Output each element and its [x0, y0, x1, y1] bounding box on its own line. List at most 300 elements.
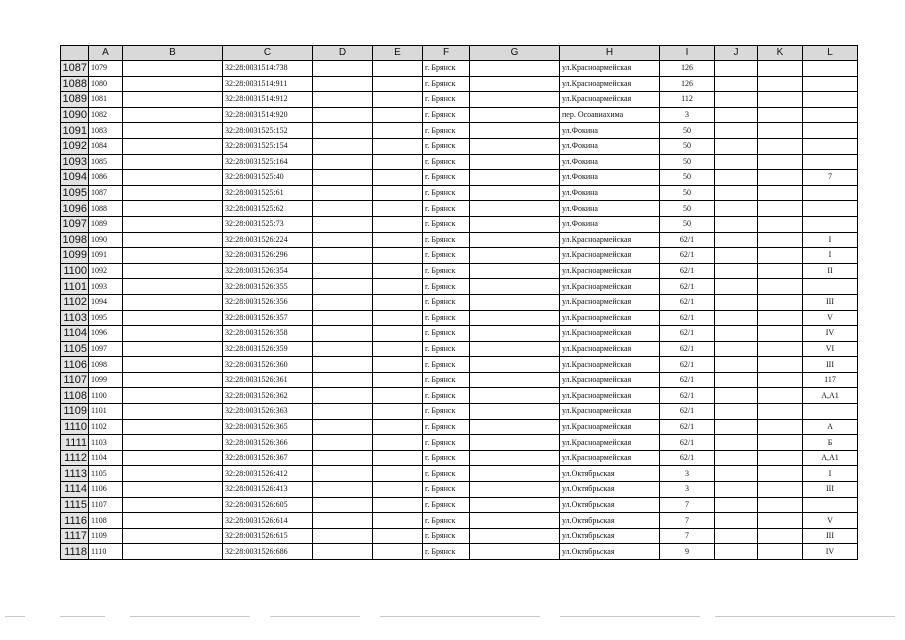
cell-g[interactable] [470, 185, 560, 201]
cell-f[interactable]: г. Брянск [423, 92, 470, 108]
cell-h[interactable]: ул.Красноармейская [560, 310, 660, 326]
cell-b[interactable] [123, 123, 223, 139]
cell-h[interactable]: ул.Фокина [560, 201, 660, 217]
cell-b[interactable] [123, 326, 223, 342]
cell-d[interactable] [313, 248, 373, 264]
cell-c[interactable]: 32:28:0031526:365 [223, 419, 313, 435]
cell-k[interactable] [758, 279, 803, 295]
cell-b[interactable] [123, 154, 223, 170]
cell-d[interactable] [313, 76, 373, 92]
cell-f[interactable]: г. Брянск [423, 435, 470, 451]
cell-a[interactable]: 1101 [89, 404, 123, 420]
cell-g[interactable] [470, 248, 560, 264]
column-header-b[interactable]: B [123, 46, 223, 61]
row-header[interactable]: 1101 [61, 279, 89, 295]
cell-a[interactable]: 1110 [89, 544, 123, 560]
cell-d[interactable] [313, 497, 373, 513]
cell-a[interactable]: 1106 [89, 482, 123, 498]
cell-g[interactable] [470, 216, 560, 232]
cell-g[interactable] [470, 92, 560, 108]
cell-g[interactable] [470, 544, 560, 560]
cell-l[interactable]: А,А1 [803, 388, 858, 404]
cell-e[interactable] [373, 92, 423, 108]
row-header[interactable]: 1118 [61, 544, 89, 560]
cell-k[interactable] [758, 341, 803, 357]
cell-d[interactable] [313, 138, 373, 154]
cell-l[interactable]: III [803, 294, 858, 310]
row-header[interactable]: 1098 [61, 232, 89, 248]
cell-d[interactable] [313, 419, 373, 435]
cell-d[interactable] [313, 341, 373, 357]
cell-j[interactable] [715, 185, 758, 201]
cell-h[interactable]: ул.Фокина [560, 216, 660, 232]
cell-d[interactable] [313, 61, 373, 77]
cell-i[interactable]: 3 [660, 107, 715, 123]
cell-h[interactable]: ул.Октябрьская [560, 544, 660, 560]
cell-a[interactable]: 1094 [89, 294, 123, 310]
cell-e[interactable] [373, 248, 423, 264]
cell-l[interactable]: А,А1 [803, 450, 858, 466]
cell-k[interactable] [758, 154, 803, 170]
cell-d[interactable] [313, 92, 373, 108]
cell-l[interactable] [803, 216, 858, 232]
cell-k[interactable] [758, 216, 803, 232]
cell-k[interactable] [758, 482, 803, 498]
cell-l[interactable]: Б [803, 435, 858, 451]
cell-c[interactable]: 32:28:0031525:164 [223, 154, 313, 170]
cell-g[interactable] [470, 154, 560, 170]
cell-f[interactable]: г. Брянск [423, 123, 470, 139]
cell-j[interactable] [715, 528, 758, 544]
cell-f[interactable]: г. Брянск [423, 201, 470, 217]
cell-a[interactable]: 1097 [89, 341, 123, 357]
cell-l[interactable]: I [803, 232, 858, 248]
cell-b[interactable] [123, 76, 223, 92]
cell-g[interactable] [470, 232, 560, 248]
cell-l[interactable]: II [803, 263, 858, 279]
cell-c[interactable]: 32:28:0031514:911 [223, 76, 313, 92]
cell-e[interactable] [373, 61, 423, 77]
cell-k[interactable] [758, 185, 803, 201]
cell-k[interactable] [758, 466, 803, 482]
cell-g[interactable] [470, 450, 560, 466]
cell-a[interactable]: 1096 [89, 326, 123, 342]
cell-f[interactable]: г. Брянск [423, 248, 470, 264]
cell-l[interactable]: V [803, 513, 858, 529]
row-header[interactable]: 1091 [61, 123, 89, 139]
cell-i[interactable]: 50 [660, 138, 715, 154]
cell-k[interactable] [758, 435, 803, 451]
row-header[interactable]: 1112 [61, 450, 89, 466]
cell-b[interactable] [123, 372, 223, 388]
cell-k[interactable] [758, 372, 803, 388]
row-header[interactable]: 1097 [61, 216, 89, 232]
cell-a[interactable]: 1098 [89, 357, 123, 373]
cell-e[interactable] [373, 263, 423, 279]
cell-h[interactable]: ул.Фокина [560, 170, 660, 186]
cell-f[interactable]: г. Брянск [423, 513, 470, 529]
cell-d[interactable] [313, 279, 373, 295]
cell-k[interactable] [758, 388, 803, 404]
cell-j[interactable] [715, 154, 758, 170]
cell-k[interactable] [758, 357, 803, 373]
cell-c[interactable]: 32:28:0031526:366 [223, 435, 313, 451]
cell-c[interactable]: 32:28:0031526:357 [223, 310, 313, 326]
cell-f[interactable]: г. Брянск [423, 185, 470, 201]
cell-h[interactable]: ул.Красноармейская [560, 388, 660, 404]
cell-j[interactable] [715, 263, 758, 279]
cell-j[interactable] [715, 435, 758, 451]
cell-k[interactable] [758, 497, 803, 513]
cell-l[interactable] [803, 279, 858, 295]
cell-g[interactable] [470, 513, 560, 529]
cell-e[interactable] [373, 201, 423, 217]
cell-g[interactable] [470, 326, 560, 342]
cell-g[interactable] [470, 170, 560, 186]
cell-h[interactable]: ул.Красноармейская [560, 419, 660, 435]
cell-d[interactable] [313, 326, 373, 342]
cell-k[interactable] [758, 76, 803, 92]
cell-c[interactable]: 32:28:0031526:296 [223, 248, 313, 264]
cell-a[interactable]: 1081 [89, 92, 123, 108]
cell-k[interactable] [758, 92, 803, 108]
cell-a[interactable]: 1084 [89, 138, 123, 154]
cell-f[interactable]: г. Брянск [423, 310, 470, 326]
cell-k[interactable] [758, 544, 803, 560]
cell-e[interactable] [373, 419, 423, 435]
row-header[interactable]: 1111 [61, 435, 89, 451]
row-header[interactable]: 1109 [61, 404, 89, 420]
cell-j[interactable] [715, 482, 758, 498]
cell-k[interactable] [758, 419, 803, 435]
cell-l[interactable]: I [803, 248, 858, 264]
cell-e[interactable] [373, 357, 423, 373]
column-header-i[interactable]: I [660, 46, 715, 61]
cell-f[interactable]: г. Брянск [423, 544, 470, 560]
cell-c[interactable]: 32:28:0031526:354 [223, 263, 313, 279]
cell-k[interactable] [758, 326, 803, 342]
cell-a[interactable]: 1099 [89, 372, 123, 388]
row-header[interactable]: 1087 [61, 61, 89, 77]
cell-d[interactable] [313, 294, 373, 310]
cell-f[interactable]: г. Брянск [423, 61, 470, 77]
cell-j[interactable] [715, 341, 758, 357]
cell-h[interactable]: ул.Октябрьская [560, 497, 660, 513]
row-header[interactable]: 1103 [61, 310, 89, 326]
cell-e[interactable] [373, 326, 423, 342]
cell-b[interactable] [123, 388, 223, 404]
cell-d[interactable] [313, 232, 373, 248]
row-header[interactable]: 1107 [61, 372, 89, 388]
cell-b[interactable] [123, 107, 223, 123]
cell-c[interactable]: 32:28:0031526:360 [223, 357, 313, 373]
row-header[interactable]: 1096 [61, 201, 89, 217]
cell-i[interactable]: 112 [660, 92, 715, 108]
cell-b[interactable] [123, 357, 223, 373]
cell-e[interactable] [373, 450, 423, 466]
cell-i[interactable]: 7 [660, 528, 715, 544]
cell-a[interactable]: 1103 [89, 435, 123, 451]
cell-i[interactable]: 62/1 [660, 263, 715, 279]
cell-f[interactable]: г. Брянск [423, 341, 470, 357]
cell-f[interactable]: г. Брянск [423, 294, 470, 310]
cell-b[interactable] [123, 482, 223, 498]
cell-c[interactable]: 32:28:0031526:615 [223, 528, 313, 544]
cell-c[interactable]: 32:28:0031525:62 [223, 201, 313, 217]
cell-j[interactable] [715, 61, 758, 77]
cell-a[interactable]: 1109 [89, 528, 123, 544]
row-header[interactable]: 1105 [61, 341, 89, 357]
cell-l[interactable]: III [803, 528, 858, 544]
cell-d[interactable] [313, 450, 373, 466]
cell-k[interactable] [758, 263, 803, 279]
cell-b[interactable] [123, 170, 223, 186]
cell-i[interactable]: 62/1 [660, 435, 715, 451]
cell-c[interactable]: 32:28:0031526:359 [223, 341, 313, 357]
cell-j[interactable] [715, 372, 758, 388]
cell-i[interactable]: 7 [660, 513, 715, 529]
cell-f[interactable]: г. Брянск [423, 388, 470, 404]
cell-h[interactable]: ул.Красноармейская [560, 92, 660, 108]
cell-d[interactable] [313, 404, 373, 420]
cell-a[interactable]: 1095 [89, 310, 123, 326]
cell-g[interactable] [470, 201, 560, 217]
cell-b[interactable] [123, 310, 223, 326]
cell-d[interactable] [313, 310, 373, 326]
cell-l[interactable] [803, 138, 858, 154]
cell-l[interactable]: 117 [803, 372, 858, 388]
row-header[interactable]: 1088 [61, 76, 89, 92]
cell-i[interactable]: 7 [660, 497, 715, 513]
cell-h[interactable]: ул.Красноармейская [560, 357, 660, 373]
cell-f[interactable]: г. Брянск [423, 76, 470, 92]
cell-b[interactable] [123, 513, 223, 529]
row-header[interactable]: 1099 [61, 248, 89, 264]
cell-a[interactable]: 1091 [89, 248, 123, 264]
cell-b[interactable] [123, 404, 223, 420]
cell-f[interactable]: г. Брянск [423, 372, 470, 388]
cell-g[interactable] [470, 61, 560, 77]
cell-a[interactable]: 1093 [89, 279, 123, 295]
cell-b[interactable] [123, 216, 223, 232]
cell-h[interactable]: ул.Фокина [560, 123, 660, 139]
cell-h[interactable]: ул.Красноармейская [560, 326, 660, 342]
cell-e[interactable] [373, 232, 423, 248]
row-header[interactable]: 1108 [61, 388, 89, 404]
cell-a[interactable]: 1102 [89, 419, 123, 435]
cell-c[interactable]: 32:28:0031514:920 [223, 107, 313, 123]
cell-f[interactable]: г. Брянск [423, 279, 470, 295]
cell-g[interactable] [470, 357, 560, 373]
cell-k[interactable] [758, 201, 803, 217]
column-header-g[interactable]: G [470, 46, 560, 61]
cell-e[interactable] [373, 341, 423, 357]
cell-g[interactable] [470, 107, 560, 123]
cell-f[interactable]: г. Брянск [423, 216, 470, 232]
column-header-d[interactable]: D [313, 46, 373, 61]
row-header[interactable]: 1102 [61, 294, 89, 310]
cell-e[interactable] [373, 170, 423, 186]
column-header-l[interactable]: L [803, 46, 858, 61]
cell-k[interactable] [758, 404, 803, 420]
cell-e[interactable] [373, 154, 423, 170]
cell-c[interactable]: 32:28:0031525:152 [223, 123, 313, 139]
cell-i[interactable]: 50 [660, 123, 715, 139]
cell-e[interactable] [373, 185, 423, 201]
cell-c[interactable]: 32:28:0031514:912 [223, 92, 313, 108]
cell-f[interactable]: г. Брянск [423, 450, 470, 466]
row-header[interactable]: 1092 [61, 138, 89, 154]
cell-d[interactable] [313, 544, 373, 560]
cell-h[interactable]: ул.Красноармейская [560, 76, 660, 92]
cell-b[interactable] [123, 263, 223, 279]
cell-i[interactable]: 50 [660, 170, 715, 186]
cell-a[interactable]: 1092 [89, 263, 123, 279]
cell-e[interactable] [373, 497, 423, 513]
cell-h[interactable]: ул.Красноармейская [560, 248, 660, 264]
cell-c[interactable]: 32:28:0031526:355 [223, 279, 313, 295]
cell-f[interactable]: г. Брянск [423, 528, 470, 544]
cell-g[interactable] [470, 388, 560, 404]
cell-e[interactable] [373, 138, 423, 154]
cell-c[interactable]: 32:28:0031526:363 [223, 404, 313, 420]
cell-l[interactable] [803, 123, 858, 139]
cell-j[interactable] [715, 544, 758, 560]
cell-c[interactable]: 32:28:0031526:412 [223, 466, 313, 482]
cell-e[interactable] [373, 528, 423, 544]
cell-b[interactable] [123, 201, 223, 217]
cell-e[interactable] [373, 216, 423, 232]
cell-j[interactable] [715, 419, 758, 435]
cell-l[interactable] [803, 107, 858, 123]
row-header[interactable]: 1106 [61, 357, 89, 373]
cell-a[interactable]: 1087 [89, 185, 123, 201]
column-header-f[interactable]: F [423, 46, 470, 61]
cell-h[interactable]: ул.Фокина [560, 185, 660, 201]
cell-d[interactable] [313, 185, 373, 201]
cell-a[interactable]: 1079 [89, 61, 123, 77]
cell-j[interactable] [715, 170, 758, 186]
cell-h[interactable]: ул.Красноармейская [560, 435, 660, 451]
cell-c[interactable]: 32:28:0031526:605 [223, 497, 313, 513]
cell-g[interactable] [470, 404, 560, 420]
cell-f[interactable]: г. Брянск [423, 170, 470, 186]
cell-l[interactable]: 7 [803, 170, 858, 186]
cell-i[interactable]: 62/1 [660, 232, 715, 248]
cell-i[interactable]: 62/1 [660, 326, 715, 342]
row-header[interactable]: 1115 [61, 497, 89, 513]
row-header[interactable]: 1110 [61, 419, 89, 435]
cell-f[interactable]: г. Брянск [423, 138, 470, 154]
cell-b[interactable] [123, 544, 223, 560]
cell-f[interactable]: г. Брянск [423, 357, 470, 373]
cell-i[interactable]: 50 [660, 216, 715, 232]
column-header-a[interactable]: A [89, 46, 123, 61]
cell-l[interactable]: VI [803, 341, 858, 357]
cell-c[interactable]: 32:28:0031526:413 [223, 482, 313, 498]
cell-d[interactable] [313, 435, 373, 451]
row-header[interactable]: 1093 [61, 154, 89, 170]
cell-g[interactable] [470, 435, 560, 451]
cell-c[interactable]: 32:28:0031514:738 [223, 61, 313, 77]
cell-a[interactable]: 1090 [89, 232, 123, 248]
cell-j[interactable] [715, 450, 758, 466]
cell-i[interactable]: 3 [660, 466, 715, 482]
column-header-k[interactable]: K [758, 46, 803, 61]
cell-f[interactable]: г. Брянск [423, 482, 470, 498]
cell-l[interactable] [803, 92, 858, 108]
cell-f[interactable]: г. Брянск [423, 404, 470, 420]
row-header[interactable]: 1114 [61, 482, 89, 498]
column-header-j[interactable]: J [715, 46, 758, 61]
cell-k[interactable] [758, 248, 803, 264]
cell-l[interactable]: III [803, 482, 858, 498]
cell-j[interactable] [715, 248, 758, 264]
cell-b[interactable] [123, 279, 223, 295]
cell-k[interactable] [758, 310, 803, 326]
cell-j[interactable] [715, 76, 758, 92]
cell-g[interactable] [470, 372, 560, 388]
cell-a[interactable]: 1100 [89, 388, 123, 404]
cell-f[interactable]: г. Брянск [423, 263, 470, 279]
cell-h[interactable]: ул.Красноармейская [560, 341, 660, 357]
cell-l[interactable] [803, 76, 858, 92]
cell-h[interactable]: ул.Фокина [560, 138, 660, 154]
cell-f[interactable]: г. Брянск [423, 497, 470, 513]
cell-b[interactable] [123, 341, 223, 357]
cell-i[interactable]: 62/1 [660, 372, 715, 388]
cell-l[interactable]: III [803, 357, 858, 373]
cell-d[interactable] [313, 123, 373, 139]
cell-j[interactable] [715, 326, 758, 342]
cell-g[interactable] [470, 294, 560, 310]
cell-i[interactable]: 62/1 [660, 450, 715, 466]
cell-h[interactable]: ул.Красноармейская [560, 372, 660, 388]
cell-j[interactable] [715, 466, 758, 482]
cell-b[interactable] [123, 248, 223, 264]
cell-d[interactable] [313, 372, 373, 388]
cell-l[interactable] [803, 497, 858, 513]
cell-k[interactable] [758, 513, 803, 529]
cell-l[interactable]: А [803, 419, 858, 435]
row-header[interactable]: 1113 [61, 466, 89, 482]
cell-f[interactable]: г. Брянск [423, 232, 470, 248]
cell-k[interactable] [758, 450, 803, 466]
cell-b[interactable] [123, 61, 223, 77]
cell-b[interactable] [123, 450, 223, 466]
row-header[interactable]: 1117 [61, 528, 89, 544]
cell-l[interactable] [803, 154, 858, 170]
cell-e[interactable] [373, 513, 423, 529]
cell-g[interactable] [470, 497, 560, 513]
cell-i[interactable]: 126 [660, 61, 715, 77]
cell-i[interactable]: 62/1 [660, 388, 715, 404]
cell-j[interactable] [715, 92, 758, 108]
cell-i[interactable]: 50 [660, 185, 715, 201]
cell-b[interactable] [123, 466, 223, 482]
cell-b[interactable] [123, 138, 223, 154]
cell-h[interactable]: ул.Красноармейская [560, 294, 660, 310]
cell-i[interactable]: 9 [660, 544, 715, 560]
cell-g[interactable] [470, 466, 560, 482]
cell-e[interactable] [373, 482, 423, 498]
cell-d[interactable] [313, 388, 373, 404]
cell-f[interactable]: г. Брянск [423, 466, 470, 482]
cell-j[interactable] [715, 123, 758, 139]
cell-g[interactable] [470, 76, 560, 92]
select-all-corner[interactable] [61, 46, 89, 61]
cell-l[interactable] [803, 61, 858, 77]
